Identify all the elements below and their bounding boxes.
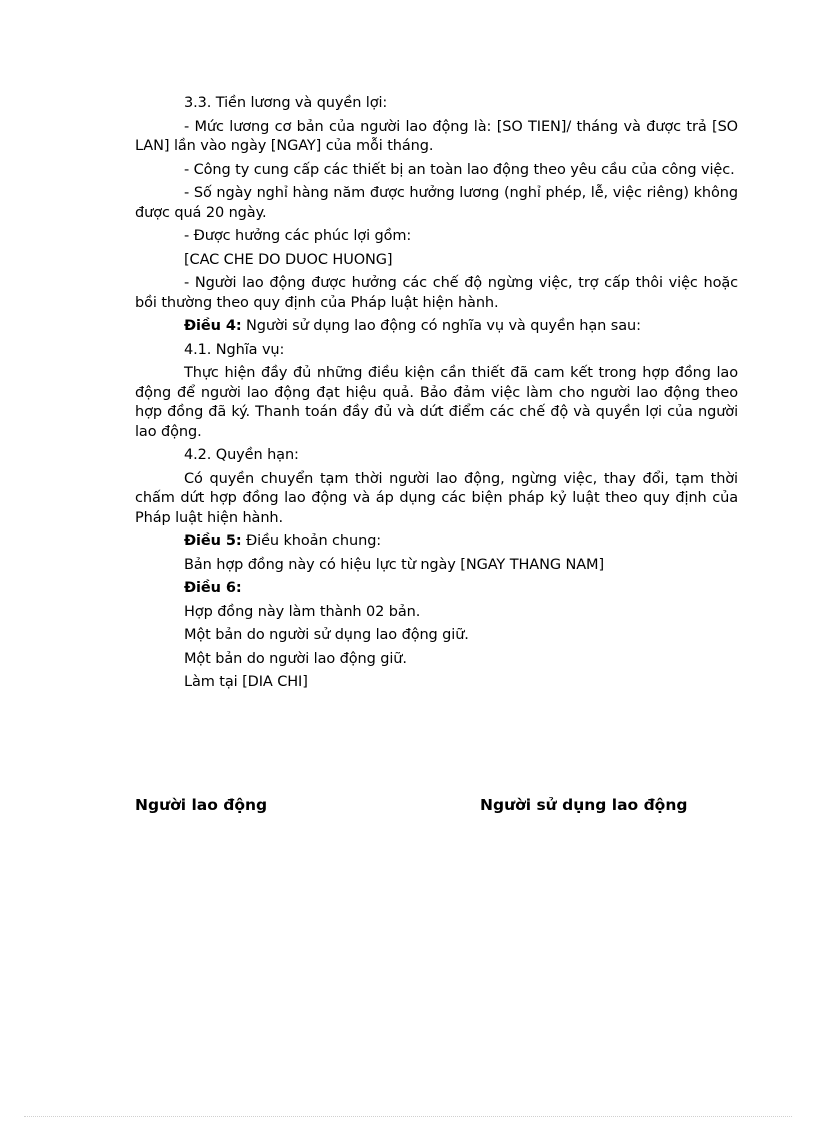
article-5-heading — [135, 532, 738, 552]
article-4-label: Điều 4: — [184, 318, 242, 334]
benefits-intro: - Được hưởng các phúc lợi gồm: — [184, 228, 412, 244]
employee-signature-label: Người lao động — [135, 796, 268, 814]
article-5-label: Điều 5: — [184, 533, 242, 549]
copies-line: Hợp đồng này làm thành 02 bản. — [184, 603, 421, 620]
article-4-heading — [135, 317, 738, 337]
effective-date-line: Bản hợp đồng này có hiệu lực từ ngày [NGAY THANG NAM] — [184, 556, 605, 573]
employer-copy-line: Một bản do người sử dụng lao động giữ. — [184, 627, 469, 643]
employee-copy-line: Một bản do người lao động giữ. — [184, 650, 407, 667]
article-6-heading: Điều 6: — [184, 580, 242, 596]
page-bottom-divider — [24, 1116, 792, 1117]
section-3-3-heading: 3.3. Tiền lương và quyền lợi: — [184, 95, 388, 111]
safety-equipment-clause: - Công ty cung cấp các thiết bị an toàn lao động theo yêu cầu của công việc. — [184, 161, 735, 178]
document-body — [135, 94, 738, 697]
article-5-title: Điều khoản chung: — [241, 533, 382, 549]
benefits-placeholder: [CAC CHE DO DUOC HUONG] — [184, 251, 393, 268]
article-4-2-heading: 4.2. Quyền hạn: — [184, 447, 299, 463]
article-4-1-heading: 4.1. Nghĩa vụ: — [184, 341, 285, 358]
article-4-title: Người sử dụng lao động có nghĩa vụ và quyền hạn sau: — [241, 318, 641, 334]
annual-leave-clause: - Số ngày nghỉ hàng năm được hưởng lương (nghỉ phép, lễ, việc riêng) không được quá 20 ngày. — [135, 185, 738, 221]
place-line: Làm tại [DIA CHI] — [184, 674, 308, 690]
article-4-2-text: Có quyền chuyển tạm thời người lao động, ngừng việc, thay đổi, tạm thời chấm dứt hợp đồng lao động và áp dụng các biện pháp kỷ luật theo quy định của Pháp luật hiện hành. — [135, 470, 738, 526]
salary-clause: - Mức lương cơ bản của người lao động là: [SO TIEN]/ tháng và được trả [SO LAN] lần vào ngày [NGAY] của mỗi tháng. — [135, 118, 738, 154]
article-4-1-text: Thực hiện đầy đủ những điều kiện cần thiết đã cam kết trong hợp đồng lao động để người lao động đạt hiệu quả. Bảo đảm việc làm cho người lao động theo hợp đồng đã ký. Thanh toán đầy đủ và dứt điểm các chế độ và quyền lợi của người lao động. — [135, 365, 738, 440]
employer-signature-label: Người sử dụng lao động — [480, 796, 688, 814]
severance-clause: - Người lao động được hưởng các chế độ ngừng việc, trợ cấp thôi việc hoặc bồi thường theo quy định của Pháp luật hiện hành. — [135, 275, 738, 311]
